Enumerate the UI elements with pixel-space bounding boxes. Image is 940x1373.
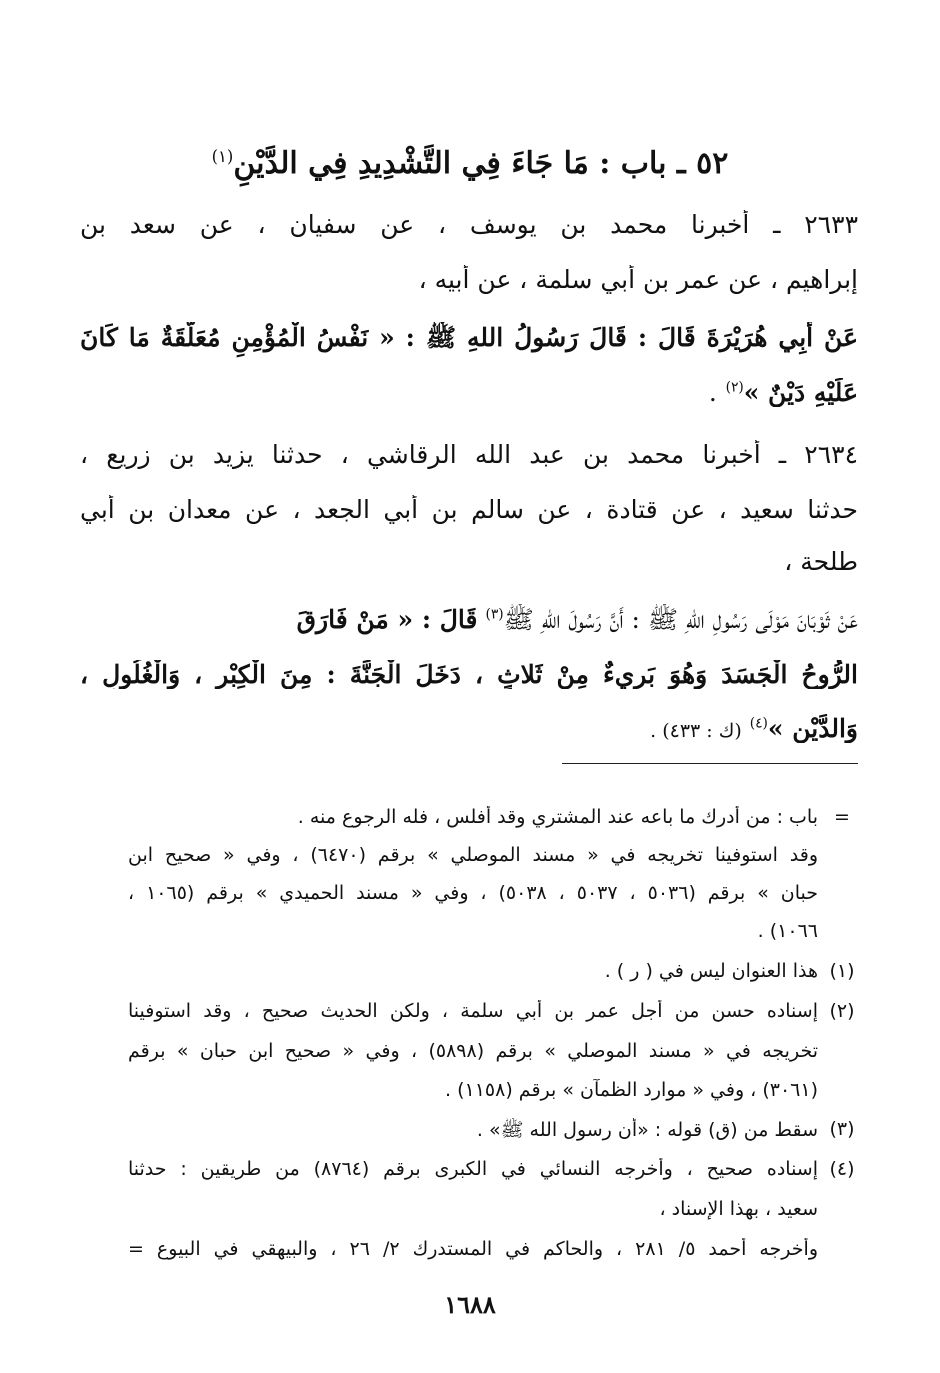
footnote-number: (١) [829,960,855,982]
footnote-continuation-marker: = [834,806,850,828]
footnote-line: إسناده حسن من أجل عمر بن أبي سلمة ، ولكن الحديث صحيح ، وقد استوفينا [128,1000,818,1022]
hadith-2634-matn-line-3: وَالدَّيْنِ »$^{(٤)}$ (ك : ٤٣٣) . [650,714,858,743]
chapter-title [0,132,940,189]
footnote-line: (٣٠٦١) ، وفي « موارد الظمآن » برقم (١١٥٨) . [445,1079,818,1101]
footnote-line: إسناده صحيح ، وأخرجه النسائي في الكبرى برقم (٨٧٦٤) من طريقين : حدثنا [128,1158,818,1180]
hadith-2634-matn-line-2: الرُّوحُ الْجَسَدَ وَهُوَ بَرِيءٌ مِنْ ثَلاثٍ ، دَخَلَ الْجَنَّةَ : مِنَ الْكِبْرِ ، وَالْغُلُولِ ، [80,660,858,689]
chapter-note-ref: (١) [211,147,234,166]
footnote-continuation-line: باب : من أدرك ما باعه عند المشتري وقد أفلس ، فله الرجوع منه . [297,806,818,828]
hadith-2633-isnad-line-1: ٢٦٣٣ ـ أخبرنا محمد بن يوسف ، عن سفيان ، عن سعد بن [80,210,858,239]
hadith-2633-matn-line-2: عَلَيْهِ دَيْنٌ »$^{(٢)}$ . [708,378,858,407]
hadith-2634-matn-line-1: عَنْ ثَوْبَانَ مَوْلَى رَسُولِ اللهِ ﷺ : أَنَّ رَسُولَ اللهِ ﷺ$^{(٣)}$ قَالَ : « مَنْ فَارَقَ [296,605,858,634]
hadith-2633-matn-line-1: عَنْ أَبِي هُرَيْرَةَ قَالَ : قَالَ رَسُولُ اللهِ ﷺ : « نَفْسُ الْمُؤْمِنِ مُعَلَّقَةٌ مَا كَانَ [80,323,858,352]
footnote-continuation-line: حبان » برقم (٥٠٣٦ ، ٥٠٣٧ ، ٥٠٣٨) ، وفي « مسند الحميدي » برقم (١٠٦٥ ، [128,882,818,904]
page-number: ١٦٨٨ [444,1290,496,1319]
footnote-number: (٤) [829,1158,855,1180]
hadith-2634-isnad-line-2: حدثنا سعيد ، عن قتادة ، عن سالم بن أبي الجعد ، عن معدان بن أبي [80,495,858,524]
footnote-line: سقط من (ق) قوله : «أن رسول الله ﷺ» . [476,1119,818,1141]
footnote-line: تخريجه في « مسند الموصلي » برقم (٥٨٩٨) ، وفي « صحيح ابن حبان » برقم [128,1040,818,1062]
footnote-line: هذا العنوان ليس في ( ر ) . [604,960,818,982]
footnote-line: وأخرجه أحمد ٥/ ٢٨١ ، والحاكم في المستدرك ٢/ ٢٦ ، والبيهقي في البيوع = [128,1238,818,1260]
hadith-2634-note-ref-3: (٣) [485,606,504,623]
footnote-continuation-line: ١٠٦٦) . [757,920,818,942]
chapter-title-text: ٥٢ ـ باب : مَا جَاءَ فِي التَّشْدِيدِ فِي الدَّيْنِ [233,146,729,181]
hadith-2634-isnad-line-3: طلحة ، [784,547,858,576]
footnote-line: سعيد ، بهذا الإسناد ، [659,1198,818,1220]
hadith-2633-isnad-line-2: إبراهيم ، عن عمر بن أبي سلمة ، عن أبيه ، [418,265,858,294]
hadith-2633-note-ref: (٢) [725,379,744,396]
footnote-separator [562,763,858,764]
footnote-number: (٢) [829,1000,855,1022]
hadith-2634-note-ref-4: (٤) [749,715,768,732]
footnote-continuation-line: وقد استوفينا تخريجه في « مسند الموصلي » برقم (٦٤٧٠) ، وفي « صحيح ابن [128,844,818,866]
footnote-number: (٣) [829,1118,855,1140]
hadith-2634-isnad-line-1: ٢٦٣٤ ـ أخبرنا محمد بن عبد الله الرقاشي ، حدثنا يزيد بن زريع ، [80,440,858,469]
hadith-2634-reference: (ك : ٤٣٣) . [650,720,742,742]
